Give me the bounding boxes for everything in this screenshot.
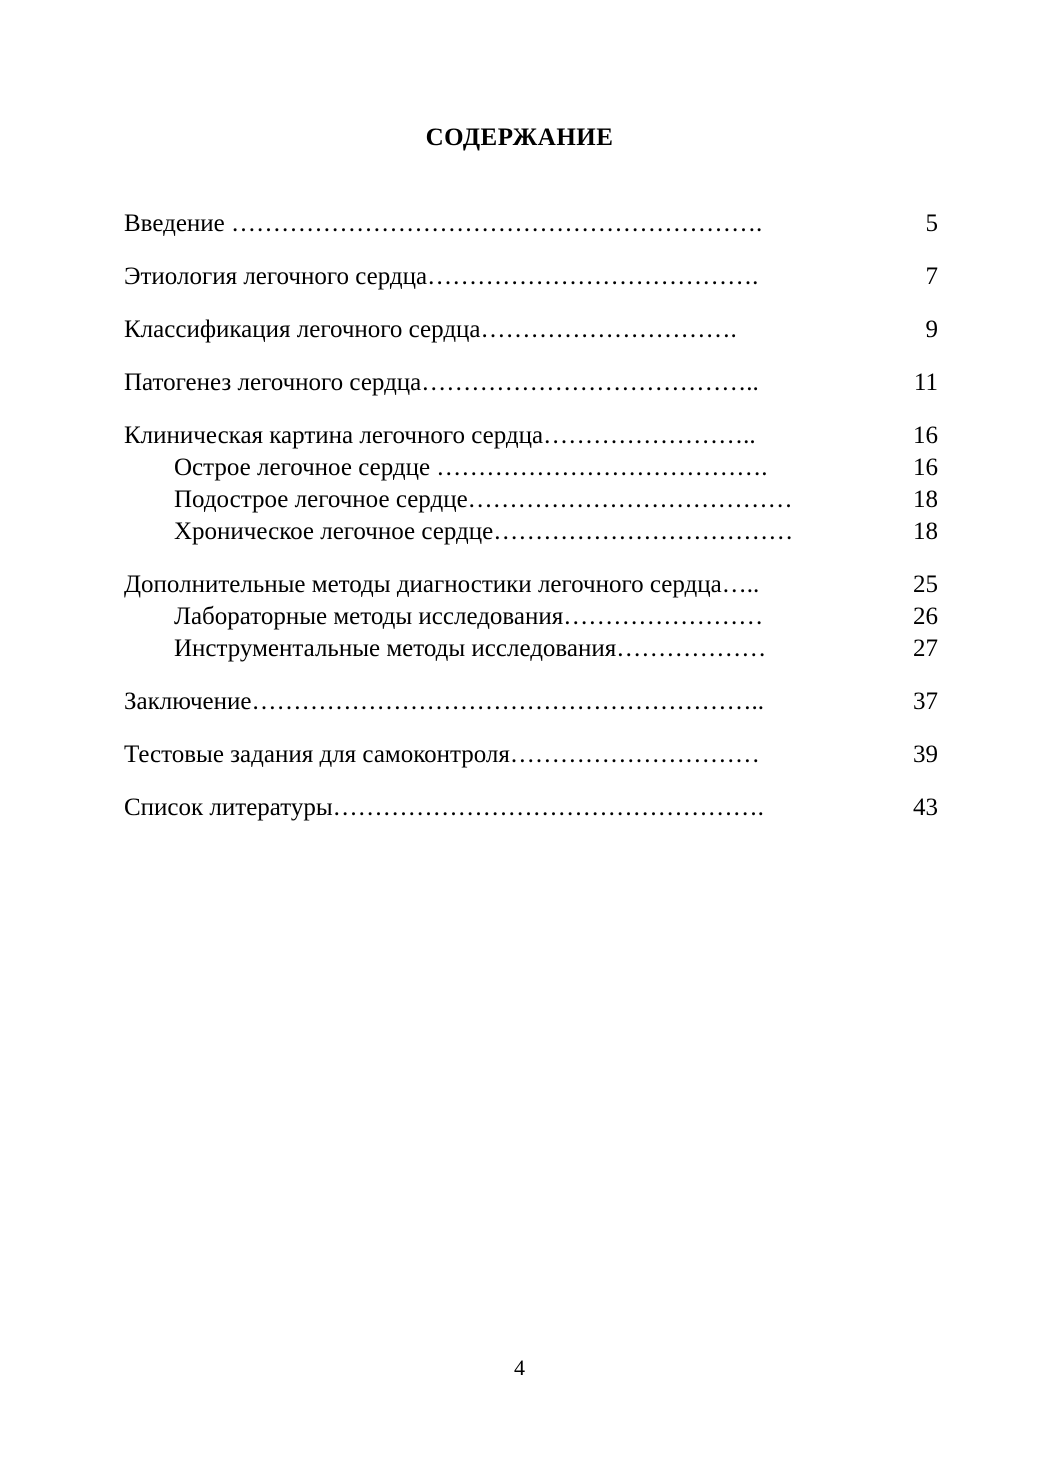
toc-entry-additional-diagnostics[interactable] [124,569,938,601]
table-of-contents [124,208,938,824]
toc-entry-text: Хроническое легочное сердце……………………………… [174,518,794,545]
toc-entry-etiology[interactable] [124,261,938,293]
toc-entry-page: 39 [913,741,938,768]
toc-entry-page: 18 [913,486,938,513]
toc-entry-page: 37 [913,688,938,715]
toc-entry-acute[interactable] [124,452,938,484]
toc-entry-text: Заключение…………………………………………………….. [124,688,764,715]
toc-entry-text: Инструментальные методы исследования……………… [174,635,767,662]
toc-entry-text: Патогенез легочного сердца………………………………….. [124,369,759,396]
toc-entry-text: Список литературы……………………………………………. [124,794,764,821]
toc-entry-page: 18 [913,518,938,545]
toc-entry-page: 11 [913,369,938,396]
toc-entry-page: 27 [913,635,938,662]
toc-entry-page: 5 [925,210,938,237]
toc-entry-references[interactable] [124,792,938,824]
toc-entry-text: Подострое легочное сердце………………………………… [174,486,793,513]
toc-entry-page: 26 [913,603,938,630]
toc-entry-page: 16 [913,454,938,481]
toc-entry-page: 25 [913,571,938,598]
toc-entry-classification[interactable] [124,314,938,346]
toc-entry-text: Острое легочное сердце …………………………………. [174,454,768,481]
toc-entry-conclusion[interactable] [124,686,938,718]
page-number: 4 [514,1355,525,1380]
toc-entry-text: Дополнительные методы диагностики легочного сердца….. [124,571,760,598]
toc-entry-clinical-picture[interactable] [124,420,938,452]
toc-entry-laboratory-methods[interactable] [124,601,938,633]
toc-entry-test-tasks[interactable] [124,739,938,771]
toc-entry-text: Этиология легочного сердца…………………………………. [124,263,759,290]
toc-entry-page: 9 [925,316,938,343]
toc-entry-subacute[interactable] [124,484,938,516]
toc-entry-text: Тестовые задания для самоконтроля………………………… [124,741,760,768]
toc-entry-text: Лабораторные методы исследования…………………… [174,603,764,630]
toc-entry-chronic[interactable] [124,516,938,548]
toc-entry-pathogenesis[interactable] [124,367,938,399]
toc-entry-text: Клиническая картина легочного сердца…………………….. [124,422,756,449]
toc-entry-text: Введение ………………………………………………………. [124,210,763,237]
toc-entry-instrumental-methods[interactable] [124,633,938,665]
toc-entry-page: 7 [925,263,938,290]
toc-entry-page: 43 [913,794,938,821]
toc-entry-text: Классификация легочного сердца…………………………. [124,316,737,343]
toc-entry-introduction[interactable] [124,208,938,240]
toc-entry-page: 16 [913,422,938,449]
page-title: СОДЕРЖАНИЕ [425,124,614,151]
